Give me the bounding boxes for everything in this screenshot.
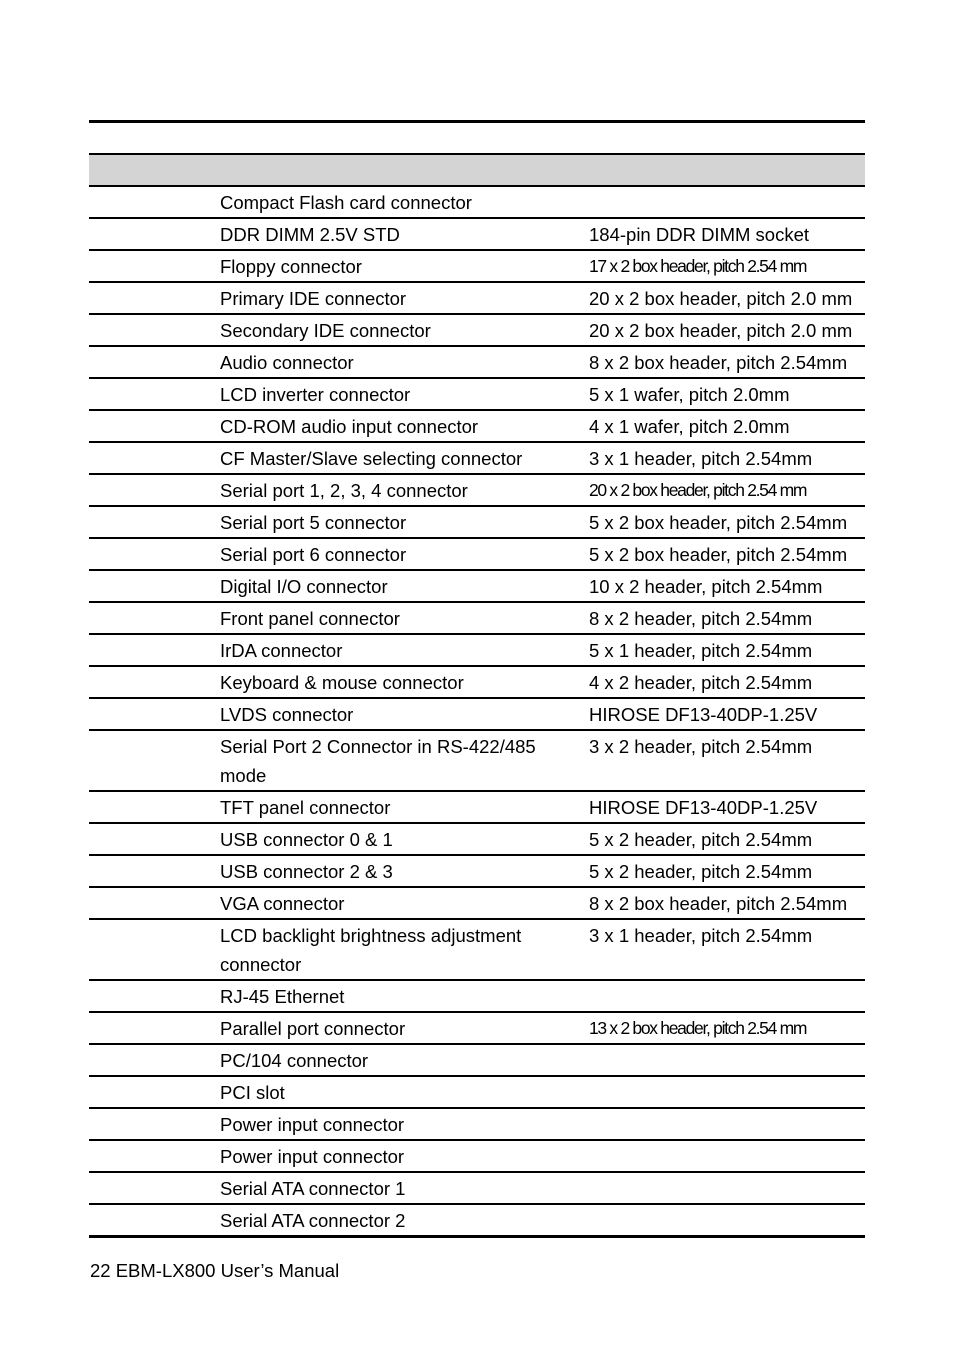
connector-function: USB connector 2 & 3 [209, 855, 589, 887]
connector-function: TFT panel connector [209, 791, 589, 823]
connector-function: Secondary IDE connector [209, 314, 589, 346]
table-row [89, 666, 865, 698]
connector-type: 10 x 2 header, pitch 2.54mm [589, 570, 865, 602]
connector-function: Digital I/O connector [209, 570, 589, 602]
connector-function: Serial port 6 connector [209, 538, 589, 570]
connector-function: Keyboard & mouse connector [209, 666, 589, 698]
connector-label [89, 442, 209, 474]
connector-label [89, 791, 209, 823]
connector-type: 17 x 2 box header, pitch 2.54 mm [589, 250, 865, 282]
table-row [89, 250, 865, 282]
connector-type: 5 x 2 header, pitch 2.54mm [589, 855, 865, 887]
table-row [89, 887, 865, 919]
top-rule [89, 120, 865, 123]
table-row [89, 1012, 865, 1044]
connector-label [89, 602, 209, 634]
page-footer: 22 EBM-LX800 User’s Manual [90, 1260, 340, 1281]
connector-type [589, 1140, 865, 1172]
connector-function: Serial ATA connector 2 [209, 1204, 589, 1237]
connector-function: Power input connector [209, 1140, 589, 1172]
connector-label [89, 314, 209, 346]
table-row [89, 1172, 865, 1204]
connector-type [589, 1172, 865, 1204]
connector-label [89, 823, 209, 855]
connector-function: Serial Port 2 Connector in RS-422/485 mode [209, 730, 589, 791]
table-row [89, 980, 865, 1012]
connector-function: CF Master/Slave selecting connector [209, 442, 589, 474]
table-row [89, 698, 865, 730]
connector-label [89, 1172, 209, 1204]
connector-function: Front panel connector [209, 602, 589, 634]
table-row [89, 1076, 865, 1108]
table-row [89, 1140, 865, 1172]
connector-function: Parallel port connector [209, 1012, 589, 1044]
connector-function: LCD backlight brightness adjustment connector [209, 919, 589, 980]
connector-function: Audio connector [209, 346, 589, 378]
table-header-row [89, 154, 865, 186]
connector-label [89, 282, 209, 314]
connector-function: Primary IDE connector [209, 282, 589, 314]
table-row [89, 218, 865, 250]
connector-label [89, 474, 209, 506]
connector-label [89, 1012, 209, 1044]
header-cell-function [209, 154, 589, 186]
connector-type: 20 x 2 box header, pitch 2.0 mm [589, 282, 865, 314]
table-row [89, 855, 865, 887]
connector-function: CD-ROM audio input connector [209, 410, 589, 442]
connector-label [89, 919, 209, 980]
connector-function: LCD inverter connector [209, 378, 589, 410]
connector-label [89, 570, 209, 602]
connector-type: 4 x 1 wafer, pitch 2.0mm [589, 410, 865, 442]
table-row [89, 506, 865, 538]
header-cell-label [89, 154, 209, 186]
connector-function: RJ-45 Ethernet [209, 980, 589, 1012]
connector-label [89, 666, 209, 698]
connector-function: Serial ATA connector 1 [209, 1172, 589, 1204]
connector-function: USB connector 0 & 1 [209, 823, 589, 855]
header-cell-type [589, 154, 865, 186]
table-row [89, 186, 865, 218]
connector-type: HIROSE DF13-40DP-1.25V [589, 698, 865, 730]
connector-function: DDR DIMM 2.5V STD [209, 218, 589, 250]
connector-type: 5 x 1 header, pitch 2.54mm [589, 634, 865, 666]
table-row [89, 442, 865, 474]
connector-type: 3 x 2 header, pitch 2.54mm [589, 730, 865, 791]
connector-function: VGA connector [209, 887, 589, 919]
connector-type: 184-pin DDR DIMM socket [589, 218, 865, 250]
connector-label [89, 634, 209, 666]
connector-label [89, 250, 209, 282]
connector-label [89, 698, 209, 730]
table-row [89, 538, 865, 570]
connector-type [589, 186, 865, 218]
connector-label [89, 378, 209, 410]
connector-function: Power input connector [209, 1108, 589, 1140]
connector-type: 13 x 2 box header, pitch 2.54 mm [589, 1012, 865, 1044]
connector-function: Serial port 5 connector [209, 506, 589, 538]
table-row [89, 602, 865, 634]
table-row [89, 346, 865, 378]
connector-type: 8 x 2 box header, pitch 2.54mm [589, 887, 865, 919]
connector-label [89, 506, 209, 538]
connector-table-body [89, 186, 865, 1237]
table-row [89, 1044, 865, 1076]
connector-label [89, 1044, 209, 1076]
connector-function: Compact Flash card connector [209, 186, 589, 218]
connector-label [89, 410, 209, 442]
connector-type [589, 980, 865, 1012]
connector-type: 3 x 1 header, pitch 2.54mm [589, 442, 865, 474]
table-row [89, 410, 865, 442]
connector-function: Serial port 1, 2, 3, 4 connector [209, 474, 589, 506]
connector-type: 5 x 2 box header, pitch 2.54mm [589, 506, 865, 538]
connector-type: 5 x 2 box header, pitch 2.54mm [589, 538, 865, 570]
connector-label [89, 855, 209, 887]
connector-type: 3 x 1 header, pitch 2.54mm [589, 919, 865, 980]
connector-function: PC/104 connector [209, 1044, 589, 1076]
table-row [89, 791, 865, 823]
connector-type [589, 1204, 865, 1237]
table-row [89, 474, 865, 506]
table-row [89, 378, 865, 410]
connector-type [589, 1044, 865, 1076]
connector-label [89, 218, 209, 250]
connector-type: 4 x 2 header, pitch 2.54mm [589, 666, 865, 698]
connector-type: 5 x 2 header, pitch 2.54mm [589, 823, 865, 855]
connector-label [89, 1076, 209, 1108]
table-row [89, 730, 865, 791]
connector-type: 8 x 2 header, pitch 2.54mm [589, 602, 865, 634]
connector-function: PCI slot [209, 1076, 589, 1108]
table-row [89, 823, 865, 855]
connector-type: 5 x 1 wafer, pitch 2.0mm [589, 378, 865, 410]
connector-label [89, 1108, 209, 1140]
connector-function: IrDA connector [209, 634, 589, 666]
connector-type: 20 x 2 box header, pitch 2.0 mm [589, 314, 865, 346]
connector-type: HIROSE DF13-40DP-1.25V [589, 791, 865, 823]
connector-label [89, 1140, 209, 1172]
connector-type [589, 1076, 865, 1108]
connector-label [89, 186, 209, 218]
connector-label [89, 980, 209, 1012]
table-row [89, 634, 865, 666]
connector-label [89, 538, 209, 570]
connector-table [89, 153, 865, 1238]
connector-label [89, 887, 209, 919]
connector-type [589, 1108, 865, 1140]
table-row [89, 1204, 865, 1237]
table-row [89, 570, 865, 602]
connector-label [89, 1204, 209, 1237]
table-row [89, 1108, 865, 1140]
connector-function: Floppy connector [209, 250, 589, 282]
connector-function: LVDS connector [209, 698, 589, 730]
connector-type: 20 x 2 box header, pitch 2.54 mm [589, 474, 865, 506]
table-row [89, 919, 865, 980]
table-row [89, 314, 865, 346]
connector-label [89, 346, 209, 378]
connector-type: 8 x 2 box header, pitch 2.54mm [589, 346, 865, 378]
connector-label [89, 730, 209, 791]
table-row [89, 282, 865, 314]
